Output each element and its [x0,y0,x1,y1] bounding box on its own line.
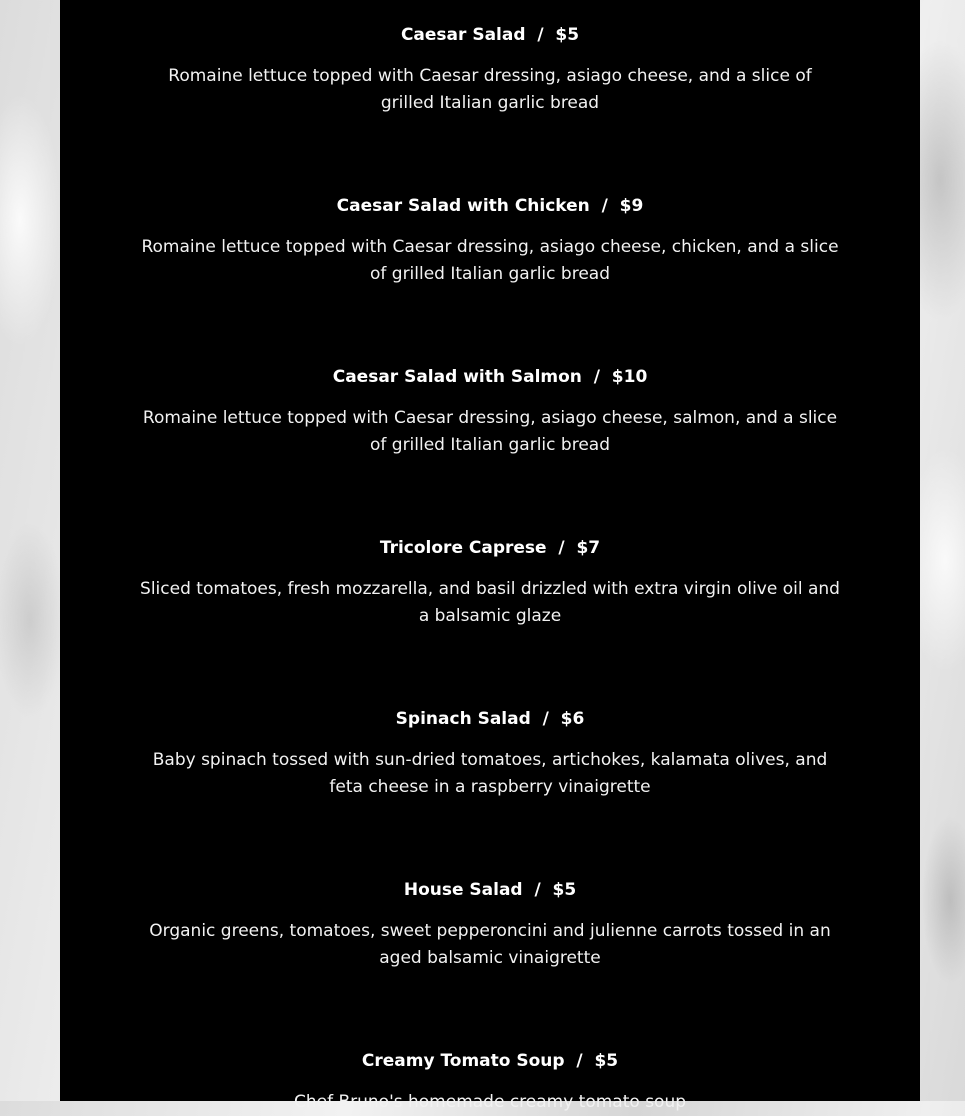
menu-item-creamy-tomato-soup [60,1050,920,1116]
menu-panel [60,0,920,1112]
menu-item-spinach-salad [60,708,920,801]
menu-item-title: Spinach Salad / $6 [395,709,585,729]
menu-item-caesar-salad-chicken [60,195,920,288]
menu-item-caesar-salad [60,24,920,117]
menu-item-description: Sliced tomatoes, fresh mozzarella, and basil drizzled with extra virgin olive oil and a balsamic glaze [140,579,840,626]
menu-item-description: Romaine lettuce topped with Caesar dressing, asiago cheese, and a slice of grilled Italian garlic bread [168,66,812,113]
menu-item-title: Caesar Salad with Salmon / $10 [332,367,648,387]
menu-item-house-salad [60,879,920,972]
menu-item-description: Romaine lettuce topped with Caesar dressing, asiago cheese, chicken, and a slice of grilled Italian garlic bread [141,237,839,284]
menu-item-description: Chef Bruno's homemade creamy tomato soup [293,1092,687,1112]
menu-item-title: Caesar Salad / $5 [400,25,580,45]
menu-item-title: Tricolore Caprese / $7 [379,538,601,558]
menu-item-caesar-salad-salmon [60,366,920,459]
menu-item-description: Organic greens, tomatoes, sweet pepperoncini and julienne carrots tossed in an aged balsamic vinaigrette [149,921,831,968]
menu-item-title: House Salad / $5 [403,880,577,900]
menu-item-description: Baby spinach tossed with sun-dried tomatoes, artichokes, kalamata olives, and feta cheese in a raspberry vinaigrette [152,750,828,797]
menu-item-description: Romaine lettuce topped with Caesar dressing, asiago cheese, salmon, and a slice of grilled Italian garlic bread [142,408,838,455]
menu-item-tricolore-caprese [60,537,920,630]
menu-item-title: Caesar Salad with Chicken / $9 [336,196,644,216]
menu-item-title: Creamy Tomato Soup / $5 [361,1051,619,1071]
